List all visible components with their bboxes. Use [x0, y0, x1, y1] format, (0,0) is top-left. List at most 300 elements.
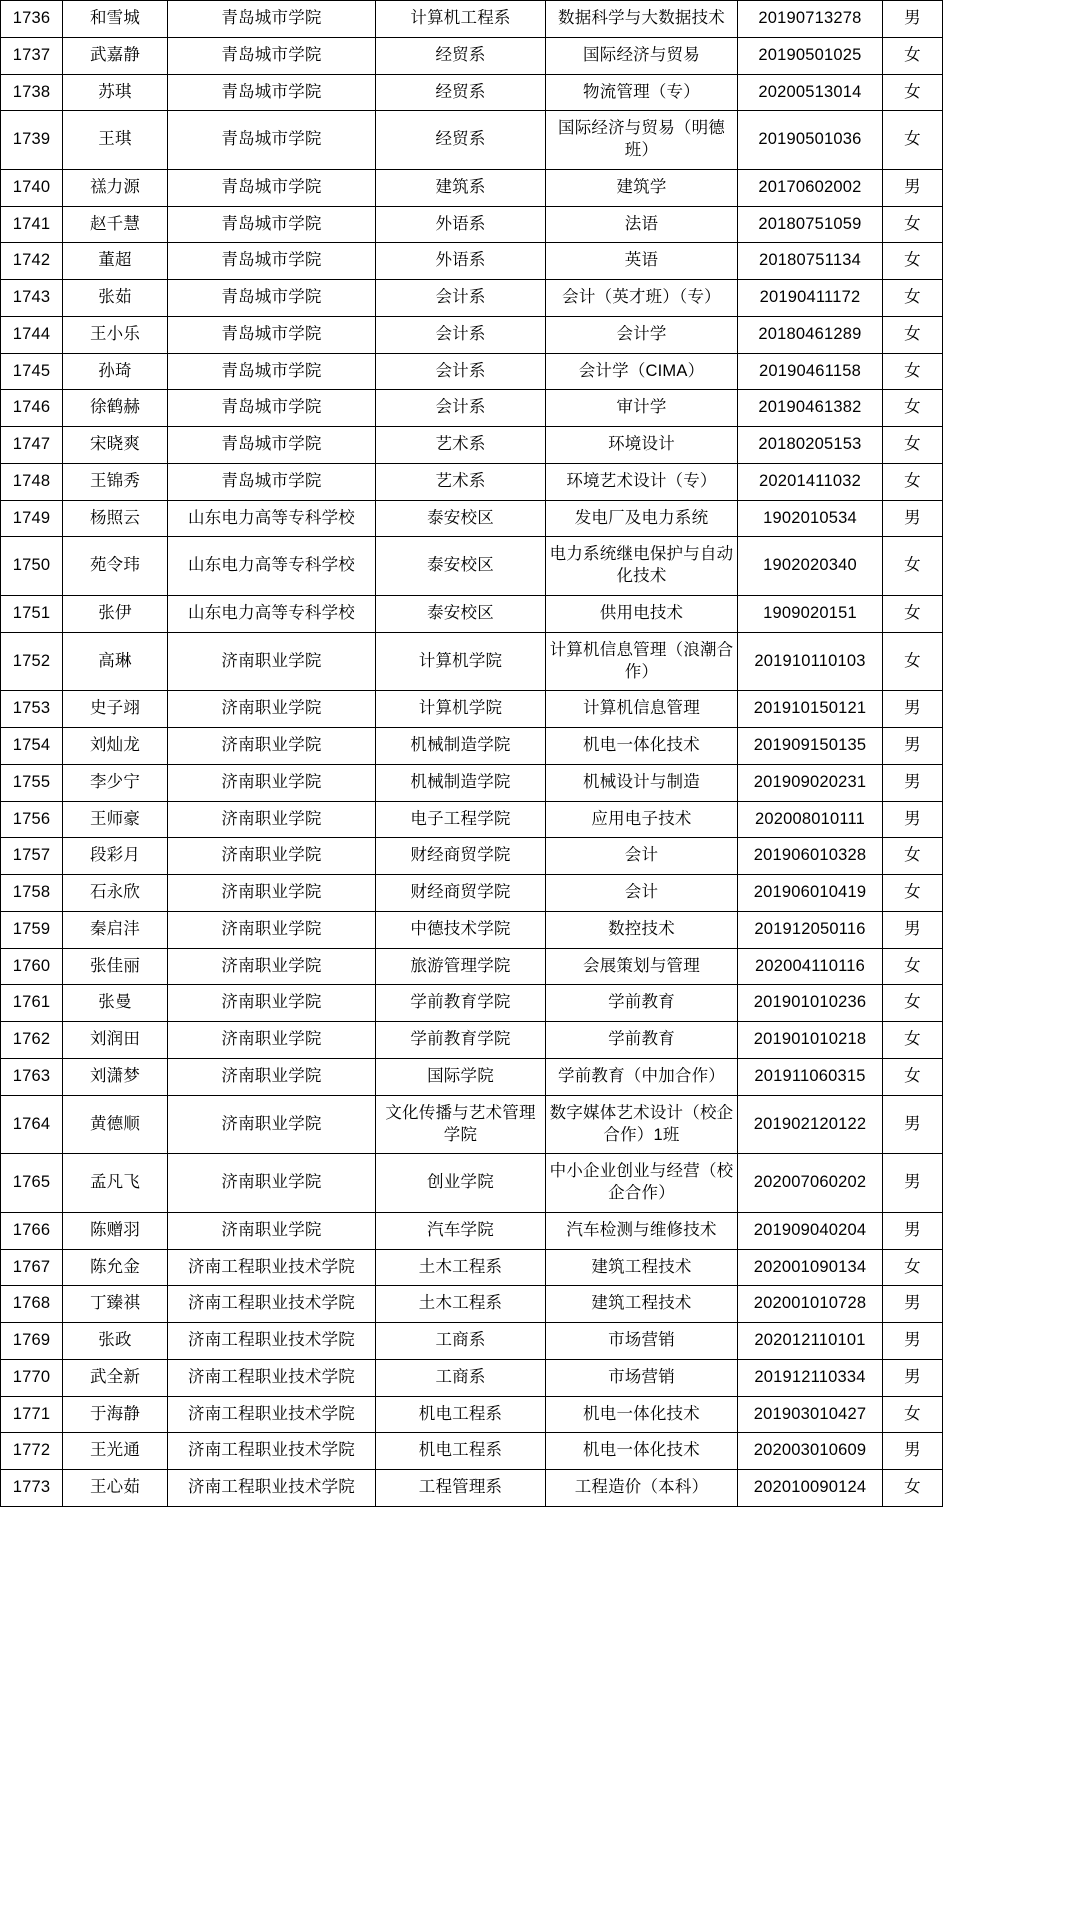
- table-row: [1, 1154, 943, 1213]
- table-row: [1, 1058, 943, 1095]
- cell-major: 应用电子技术: [546, 801, 738, 838]
- cell-index: 1767: [1, 1249, 63, 1286]
- cell-index: 1765: [1, 1154, 63, 1213]
- cell-name: 张佳丽: [63, 948, 168, 985]
- cell-index: 1762: [1, 1022, 63, 1059]
- cell-sid: 201909040204: [738, 1212, 883, 1249]
- table-row: [1, 691, 943, 728]
- cell-name: 刘灿龙: [63, 728, 168, 765]
- cell-sex: 女: [883, 206, 943, 243]
- cell-dept: 泰安校区: [376, 596, 546, 633]
- cell-sid: 20200513014: [738, 74, 883, 111]
- cell-name: 苑令玮: [63, 537, 168, 596]
- cell-sid: 201912050116: [738, 911, 883, 948]
- cell-dept: 外语系: [376, 206, 546, 243]
- cell-sid: 20190713278: [738, 1, 883, 38]
- table-row: [1, 1470, 943, 1507]
- cell-school: 济南职业学院: [168, 1212, 376, 1249]
- table-row: [1, 1212, 943, 1249]
- cell-dept: 计算机学院: [376, 632, 546, 691]
- cell-sex: 男: [883, 801, 943, 838]
- cell-index: 1743: [1, 280, 63, 317]
- cell-index: 1768: [1, 1286, 63, 1323]
- table-row: [1, 390, 943, 427]
- cell-sex: 男: [883, 911, 943, 948]
- cell-sid: 201909150135: [738, 728, 883, 765]
- cell-school: 济南职业学院: [168, 632, 376, 691]
- cell-index: 1770: [1, 1359, 63, 1396]
- table-row: [1, 1359, 943, 1396]
- cell-sid: 201906010419: [738, 875, 883, 912]
- cell-dept: 机电工程系: [376, 1433, 546, 1470]
- cell-name: 于海静: [63, 1396, 168, 1433]
- cell-sid: 20180751059: [738, 206, 883, 243]
- cell-name: 徐鹤赫: [63, 390, 168, 427]
- table-row: [1, 500, 943, 537]
- cell-major: 学前教育: [546, 985, 738, 1022]
- cell-sex: 男: [883, 728, 943, 765]
- cell-index: 1750: [1, 537, 63, 596]
- cell-sex: 男: [883, 691, 943, 728]
- cell-school: 青岛城市学院: [168, 316, 376, 353]
- cell-dept: 创业学院: [376, 1154, 546, 1213]
- cell-dept: 艺术系: [376, 463, 546, 500]
- cell-sex: 男: [883, 1, 943, 38]
- cell-major: 中小企业创业与经营（校企合作）: [546, 1154, 738, 1213]
- cell-school: 青岛城市学院: [168, 169, 376, 206]
- cell-dept: 会计系: [376, 316, 546, 353]
- cell-sid: 20180751134: [738, 243, 883, 280]
- cell-school: 济南工程职业技术学院: [168, 1249, 376, 1286]
- cell-name: 高琳: [63, 632, 168, 691]
- cell-major: 会计学（CIMA）: [546, 353, 738, 390]
- cell-school: 青岛城市学院: [168, 280, 376, 317]
- cell-school: 济南工程职业技术学院: [168, 1359, 376, 1396]
- cell-sid: 202003010609: [738, 1433, 883, 1470]
- cell-major: 数控技术: [546, 911, 738, 948]
- cell-name: 段彩月: [63, 838, 168, 875]
- cell-name: 武嘉静: [63, 37, 168, 74]
- cell-name: 苏琪: [63, 74, 168, 111]
- cell-school: 济南职业学院: [168, 948, 376, 985]
- cell-name: 张曼: [63, 985, 168, 1022]
- cell-sex: 女: [883, 985, 943, 1022]
- cell-sid: 202007060202: [738, 1154, 883, 1213]
- cell-sex: 女: [883, 838, 943, 875]
- cell-dept: 泰安校区: [376, 500, 546, 537]
- cell-sid: 20201411032: [738, 463, 883, 500]
- cell-sid: 201901010236: [738, 985, 883, 1022]
- cell-index: 1764: [1, 1095, 63, 1154]
- cell-major: 发电厂及电力系统: [546, 500, 738, 537]
- table-row: [1, 948, 943, 985]
- cell-school: 青岛城市学院: [168, 243, 376, 280]
- cell-major: 电力系统继电保护与自动化技术: [546, 537, 738, 596]
- cell-dept: 工商系: [376, 1359, 546, 1396]
- cell-index: 1741: [1, 206, 63, 243]
- cell-sex: 女: [883, 353, 943, 390]
- cell-sex: 女: [883, 1022, 943, 1059]
- cell-index: 1746: [1, 390, 63, 427]
- cell-school: 山东电力高等专科学校: [168, 596, 376, 633]
- cell-sid: 1909020151: [738, 596, 883, 633]
- cell-name: 王光通: [63, 1433, 168, 1470]
- table-row: [1, 801, 943, 838]
- cell-school: 青岛城市学院: [168, 353, 376, 390]
- cell-name: 禚力源: [63, 169, 168, 206]
- cell-name: 王锦秀: [63, 463, 168, 500]
- cell-index: 1748: [1, 463, 63, 500]
- cell-index: 1773: [1, 1470, 63, 1507]
- cell-sid: 20190501025: [738, 37, 883, 74]
- cell-name: 和雪城: [63, 1, 168, 38]
- table-row: [1, 838, 943, 875]
- cell-sid: 202004110116: [738, 948, 883, 985]
- cell-school: 青岛城市学院: [168, 390, 376, 427]
- cell-index: 1749: [1, 500, 63, 537]
- cell-major: 会计（英才班）（专）: [546, 280, 738, 317]
- table-row: [1, 911, 943, 948]
- cell-sex: 女: [883, 1470, 943, 1507]
- cell-sid: 1902010534: [738, 500, 883, 537]
- cell-dept: 财经商贸学院: [376, 875, 546, 912]
- cell-sex: 女: [883, 37, 943, 74]
- cell-dept: 经贸系: [376, 37, 546, 74]
- cell-major: 供用电技术: [546, 596, 738, 633]
- table-row: [1, 875, 943, 912]
- cell-school: 青岛城市学院: [168, 206, 376, 243]
- cell-sid: 202010090124: [738, 1470, 883, 1507]
- cell-dept: 机械制造学院: [376, 764, 546, 801]
- cell-sex: 女: [883, 427, 943, 464]
- cell-name: 董超: [63, 243, 168, 280]
- table-row: [1, 37, 943, 74]
- cell-school: 济南工程职业技术学院: [168, 1433, 376, 1470]
- cell-name: 李少宁: [63, 764, 168, 801]
- cell-major: 市场营销: [546, 1323, 738, 1360]
- cell-sid: 201906010328: [738, 838, 883, 875]
- cell-dept: 艺术系: [376, 427, 546, 464]
- cell-index: 1747: [1, 427, 63, 464]
- cell-school: 青岛城市学院: [168, 427, 376, 464]
- cell-school: 济南职业学院: [168, 1154, 376, 1213]
- cell-index: 1763: [1, 1058, 63, 1095]
- cell-major: 建筑工程技术: [546, 1286, 738, 1323]
- cell-index: 1772: [1, 1433, 63, 1470]
- cell-sid: 201902120122: [738, 1095, 883, 1154]
- table-row: [1, 206, 943, 243]
- cell-major: 计算机信息管理（浪潮合作）: [546, 632, 738, 691]
- cell-major: 市场营销: [546, 1359, 738, 1396]
- cell-name: 秦启沣: [63, 911, 168, 948]
- cell-index: 1737: [1, 37, 63, 74]
- cell-sex: 男: [883, 1154, 943, 1213]
- cell-name: 刘润田: [63, 1022, 168, 1059]
- cell-sid: 1902020340: [738, 537, 883, 596]
- cell-sid: 20190461158: [738, 353, 883, 390]
- cell-sid: 201912110334: [738, 1359, 883, 1396]
- cell-sid: 20180205153: [738, 427, 883, 464]
- cell-school: 山东电力高等专科学校: [168, 500, 376, 537]
- cell-school: 济南职业学院: [168, 838, 376, 875]
- cell-major: 会展策划与管理: [546, 948, 738, 985]
- cell-sex: 男: [883, 1323, 943, 1360]
- cell-major: 会计学: [546, 316, 738, 353]
- table-row: [1, 111, 943, 170]
- cell-name: 陈允金: [63, 1249, 168, 1286]
- cell-school: 济南职业学院: [168, 875, 376, 912]
- cell-sid: 202012110101: [738, 1323, 883, 1360]
- cell-school: 济南职业学院: [168, 911, 376, 948]
- cell-major: 数字媒体艺术设计（校企合作）1班: [546, 1095, 738, 1154]
- cell-name: 宋晓爽: [63, 427, 168, 464]
- cell-major: 工程造价（本科）: [546, 1470, 738, 1507]
- cell-major: 国际经济与贸易（明德班）: [546, 111, 738, 170]
- cell-dept: 旅游管理学院: [376, 948, 546, 985]
- cell-school: 济南工程职业技术学院: [168, 1323, 376, 1360]
- cell-dept: 经贸系: [376, 111, 546, 170]
- table-row: [1, 427, 943, 464]
- cell-sex: 男: [883, 500, 943, 537]
- table-row: [1, 1433, 943, 1470]
- cell-index: 1744: [1, 316, 63, 353]
- cell-school: 青岛城市学院: [168, 111, 376, 170]
- table-row: [1, 1095, 943, 1154]
- cell-sex: 女: [883, 875, 943, 912]
- table-row: [1, 1396, 943, 1433]
- table-row: [1, 463, 943, 500]
- table-row: [1, 74, 943, 111]
- cell-dept: 汽车学院: [376, 1212, 546, 1249]
- cell-dept: 建筑系: [376, 169, 546, 206]
- cell-index: 1758: [1, 875, 63, 912]
- table-row: [1, 728, 943, 765]
- cell-index: 1757: [1, 838, 63, 875]
- cell-major: 会计: [546, 875, 738, 912]
- cell-name: 王小乐: [63, 316, 168, 353]
- cell-sex: 男: [883, 764, 943, 801]
- cell-index: 1754: [1, 728, 63, 765]
- cell-name: 武全新: [63, 1359, 168, 1396]
- cell-school: 青岛城市学院: [168, 463, 376, 500]
- table-row: [1, 1249, 943, 1286]
- cell-sex: 女: [883, 280, 943, 317]
- cell-dept: 学前教育学院: [376, 1022, 546, 1059]
- cell-name: 刘潇梦: [63, 1058, 168, 1095]
- table-row: [1, 764, 943, 801]
- cell-school: 济南职业学院: [168, 728, 376, 765]
- cell-dept: 外语系: [376, 243, 546, 280]
- table-row: [1, 1, 943, 38]
- cell-name: 王师豪: [63, 801, 168, 838]
- cell-sex: 女: [883, 632, 943, 691]
- cell-school: 青岛城市学院: [168, 74, 376, 111]
- cell-dept: 经贸系: [376, 74, 546, 111]
- cell-sex: 男: [883, 1286, 943, 1323]
- cell-sid: 201909020231: [738, 764, 883, 801]
- cell-school: 济南工程职业技术学院: [168, 1286, 376, 1323]
- cell-sex: 女: [883, 1058, 943, 1095]
- cell-sex: 男: [883, 1359, 943, 1396]
- cell-index: 1751: [1, 596, 63, 633]
- cell-major: 物流管理（专）: [546, 74, 738, 111]
- cell-name: 石永欣: [63, 875, 168, 912]
- cell-name: 孟凡飞: [63, 1154, 168, 1213]
- cell-sid: 202001010728: [738, 1286, 883, 1323]
- cell-dept: 会计系: [376, 353, 546, 390]
- cell-school: 济南职业学院: [168, 1058, 376, 1095]
- cell-school: 济南工程职业技术学院: [168, 1470, 376, 1507]
- cell-sid: 202001090134: [738, 1249, 883, 1286]
- cell-school: 济南职业学院: [168, 801, 376, 838]
- cell-dept: 土木工程系: [376, 1286, 546, 1323]
- cell-index: 1769: [1, 1323, 63, 1360]
- cell-major: 学前教育: [546, 1022, 738, 1059]
- cell-sid: 201903010427: [738, 1396, 883, 1433]
- cell-school: 济南职业学院: [168, 1095, 376, 1154]
- cell-name: 黄德顺: [63, 1095, 168, 1154]
- roster-table-body: [1, 1, 943, 1507]
- cell-school: 济南职业学院: [168, 1022, 376, 1059]
- cell-index: 1766: [1, 1212, 63, 1249]
- cell-school: 济南工程职业技术学院: [168, 1396, 376, 1433]
- cell-sid: 20180461289: [738, 316, 883, 353]
- cell-index: 1760: [1, 948, 63, 985]
- cell-dept: 工程管理系: [376, 1470, 546, 1507]
- cell-sex: 男: [883, 1212, 943, 1249]
- cell-dept: 工商系: [376, 1323, 546, 1360]
- cell-major: 会计: [546, 838, 738, 875]
- cell-dept: 会计系: [376, 390, 546, 427]
- cell-major: 环境艺术设计（专）: [546, 463, 738, 500]
- cell-sex: 女: [883, 74, 943, 111]
- table-row: [1, 169, 943, 206]
- cell-sid: 202008010111: [738, 801, 883, 838]
- cell-name: 史子翊: [63, 691, 168, 728]
- cell-major: 机电一体化技术: [546, 1396, 738, 1433]
- cell-major: 机械设计与制造: [546, 764, 738, 801]
- table-row: [1, 316, 943, 353]
- cell-name: 张政: [63, 1323, 168, 1360]
- cell-sid: 201910110103: [738, 632, 883, 691]
- cell-index: 1742: [1, 243, 63, 280]
- cell-index: 1752: [1, 632, 63, 691]
- cell-major: 法语: [546, 206, 738, 243]
- cell-sex: 女: [883, 243, 943, 280]
- cell-major: 英语: [546, 243, 738, 280]
- cell-school: 济南职业学院: [168, 985, 376, 1022]
- cell-dept: 中德技术学院: [376, 911, 546, 948]
- cell-index: 1753: [1, 691, 63, 728]
- cell-school: 济南职业学院: [168, 764, 376, 801]
- cell-sex: 女: [883, 463, 943, 500]
- table-row: [1, 353, 943, 390]
- cell-index: 1761: [1, 985, 63, 1022]
- cell-dept: 土木工程系: [376, 1249, 546, 1286]
- cell-name: 丁臻祺: [63, 1286, 168, 1323]
- cell-index: 1739: [1, 111, 63, 170]
- cell-name: 赵千慧: [63, 206, 168, 243]
- cell-sex: 女: [883, 111, 943, 170]
- cell-sid: 20190411172: [738, 280, 883, 317]
- cell-major: 机电一体化技术: [546, 728, 738, 765]
- cell-index: 1745: [1, 353, 63, 390]
- cell-dept: 财经商贸学院: [376, 838, 546, 875]
- cell-index: 1738: [1, 74, 63, 111]
- cell-index: 1771: [1, 1396, 63, 1433]
- cell-dept: 学前教育学院: [376, 985, 546, 1022]
- cell-school: 山东电力高等专科学校: [168, 537, 376, 596]
- cell-major: 数据科学与大数据技术: [546, 1, 738, 38]
- cell-dept: 机电工程系: [376, 1396, 546, 1433]
- table-row: [1, 1286, 943, 1323]
- cell-school: 青岛城市学院: [168, 37, 376, 74]
- cell-dept: 计算机学院: [376, 691, 546, 728]
- cell-sex: 女: [883, 316, 943, 353]
- cell-major: 汽车检测与维修技术: [546, 1212, 738, 1249]
- cell-index: 1759: [1, 911, 63, 948]
- cell-name: 张伊: [63, 596, 168, 633]
- cell-index: 1755: [1, 764, 63, 801]
- cell-dept: 电子工程学院: [376, 801, 546, 838]
- cell-sid: 20170602002: [738, 169, 883, 206]
- cell-name: 陈赠羽: [63, 1212, 168, 1249]
- cell-name: 王心茹: [63, 1470, 168, 1507]
- cell-major: 建筑学: [546, 169, 738, 206]
- cell-school: 青岛城市学院: [168, 1, 376, 38]
- cell-sex: 女: [883, 1396, 943, 1433]
- cell-major: 审计学: [546, 390, 738, 427]
- cell-sex: 男: [883, 1433, 943, 1470]
- cell-dept: 会计系: [376, 280, 546, 317]
- cell-major: 机电一体化技术: [546, 1433, 738, 1470]
- cell-sid: 20190501036: [738, 111, 883, 170]
- cell-dept: 计算机工程系: [376, 1, 546, 38]
- cell-name: 王琪: [63, 111, 168, 170]
- cell-sex: 女: [883, 596, 943, 633]
- cell-school: 济南职业学院: [168, 691, 376, 728]
- cell-index: 1756: [1, 801, 63, 838]
- cell-name: 孙琦: [63, 353, 168, 390]
- cell-major: 学前教育（中加合作）: [546, 1058, 738, 1095]
- cell-dept: 文化传播与艺术管理学院: [376, 1095, 546, 1154]
- table-row: [1, 632, 943, 691]
- cell-sex: 男: [883, 1095, 943, 1154]
- cell-index: 1736: [1, 1, 63, 38]
- cell-name: 张茹: [63, 280, 168, 317]
- cell-major: 建筑工程技术: [546, 1249, 738, 1286]
- cell-dept: 国际学院: [376, 1058, 546, 1095]
- table-row: [1, 1022, 943, 1059]
- cell-name: 杨照云: [63, 500, 168, 537]
- cell-major: 计算机信息管理: [546, 691, 738, 728]
- cell-sid: 201910150121: [738, 691, 883, 728]
- cell-sex: 女: [883, 1249, 943, 1286]
- cell-sex: 女: [883, 948, 943, 985]
- table-row: [1, 985, 943, 1022]
- table-row: [1, 1323, 943, 1360]
- cell-dept: 泰安校区: [376, 537, 546, 596]
- table-row: [1, 280, 943, 317]
- table-row: [1, 243, 943, 280]
- table-row: [1, 537, 943, 596]
- cell-index: 1740: [1, 169, 63, 206]
- cell-sid: 201911060315: [738, 1058, 883, 1095]
- table-row: [1, 596, 943, 633]
- cell-sex: 女: [883, 537, 943, 596]
- cell-major: 国际经济与贸易: [546, 37, 738, 74]
- cell-sex: 男: [883, 169, 943, 206]
